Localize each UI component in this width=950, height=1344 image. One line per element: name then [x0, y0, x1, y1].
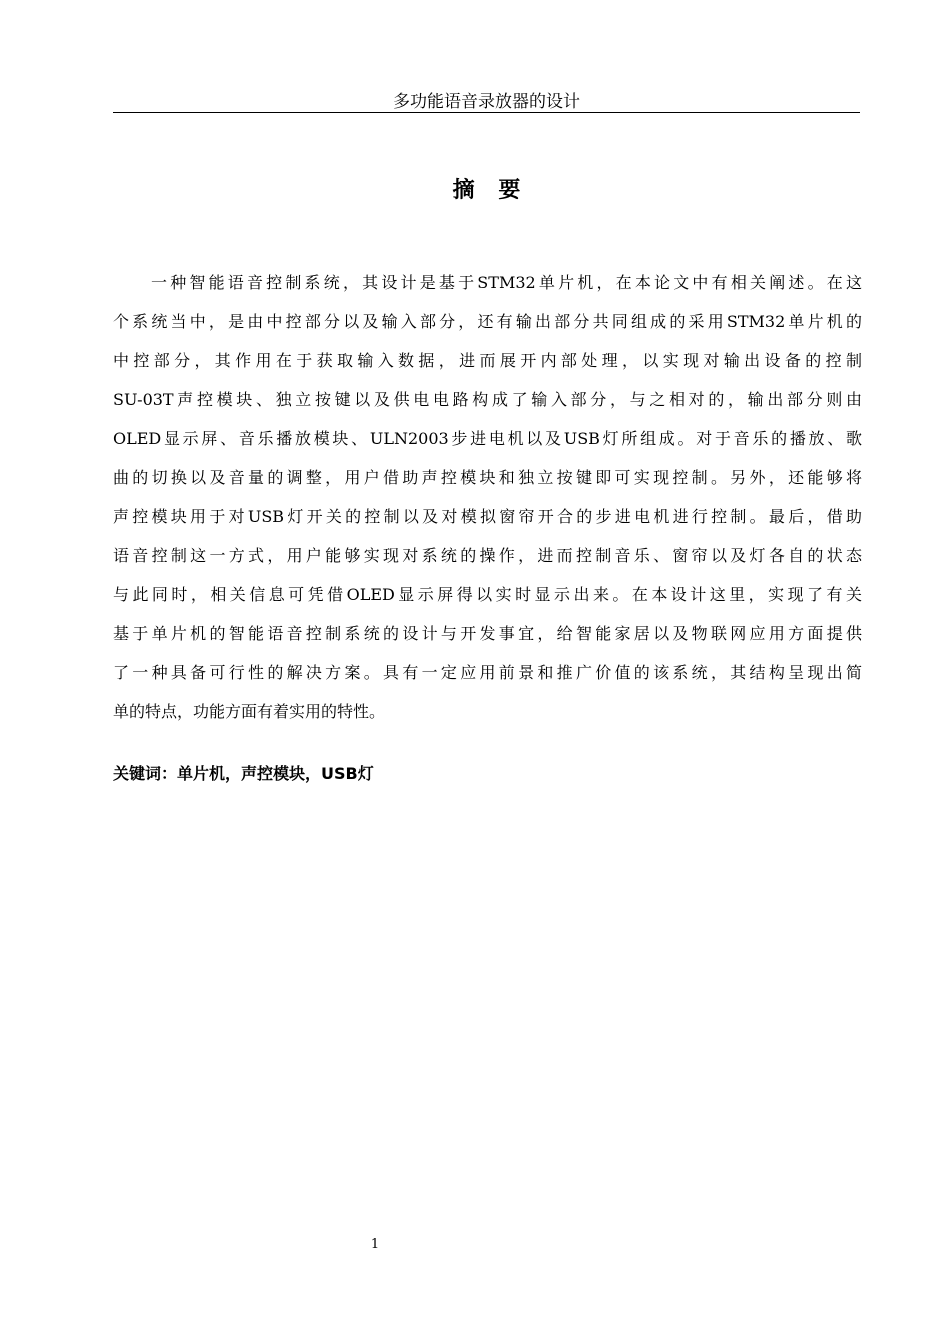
abstract-line: 了一种具备可行性的解决方案。具有一定应用前景和推广价值的该系统，其结构呈现出简: [113, 663, 862, 682]
abstract-line: 中控部分，其作用在于获取输入数据，进而展开内部处理，以实现对输出设备的控制: [113, 351, 862, 370]
abstract-line: 个系统当中，是由中控部分以及输入部分，还有输出部分共同组成的采用STM32单片机的: [113, 312, 862, 331]
abstract-line: SU-03T声控模块、独立按键以及供电电路构成了输入部分，与之相对的，输出部分则由: [113, 390, 862, 409]
abstract-line: 与此同时，相关信息可凭借OLED显示屏得以实时显示出来。在本设计这里，实现了有关: [113, 585, 862, 604]
keywords: 关键词：单片机，声控模块，USB灯: [113, 764, 374, 783]
abstract-line: 声控模块用于对USB灯开关的控制以及对模拟窗帘开合的步进电机进行控制。最后，借助: [113, 507, 862, 526]
abstract-heading: 摘 要: [452, 178, 529, 203]
abstract-line: 一种智能语音控制系统，其设计是基于STM32单片机，在本论文中有相关阐述。在这: [151, 273, 862, 292]
abstract-line: 语音控制这一方式，用户能够实现对系统的操作，进而控制音乐、窗帘以及灯各自的状态: [113, 546, 862, 565]
page-number: 1: [370, 1237, 380, 1252]
abstract-line: OLED显示屏、音乐播放模块、ULN2003步进电机以及USB灯所组成。对于音乐的播放、歌: [113, 429, 862, 448]
running-header-title: 多功能语音录放器的设计: [393, 92, 580, 112]
abstract-paragraph: [113, 263, 862, 731]
abstract-line: 曲的切换以及音量的调整，用户借助声控模块和独立按键即可实现控制。另外，还能够将: [113, 468, 862, 487]
abstract-line: 单的特点，功能方面有着实用的特性。: [113, 702, 386, 721]
page-header: [113, 92, 860, 113]
abstract-line: 基于单片机的智能语音控制系统的设计与开发事宜，给智能家居以及物联网应用方面提供: [113, 624, 862, 643]
